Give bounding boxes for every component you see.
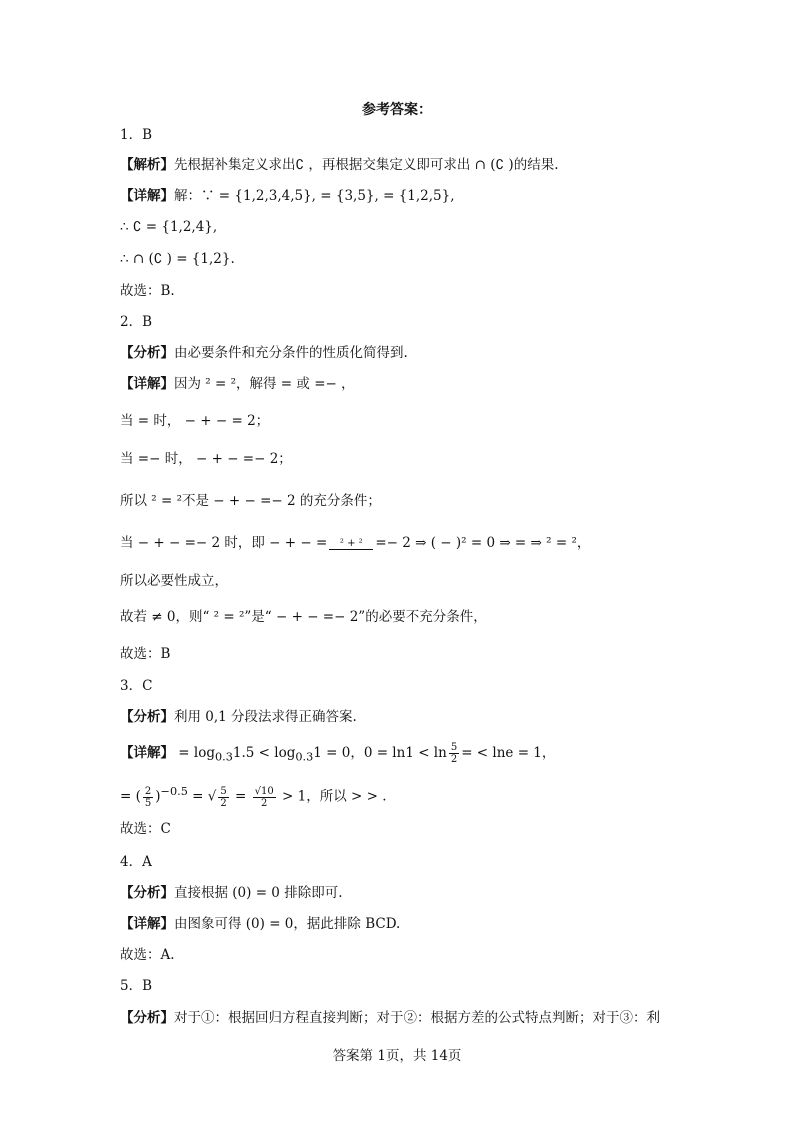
detail-tag: 【详解】 <box>120 745 174 761</box>
analysis-tag: 【解析】 <box>120 157 174 173</box>
analysis-text: 利用 0,1 分段法求得正确答案. <box>174 709 357 725</box>
q2-number: 2．B <box>120 314 153 330</box>
page-title: 参考答案： <box>362 102 432 118</box>
q2-line7: 所以必要性成立， <box>120 573 228 589</box>
q1-detail <box>120 187 455 205</box>
fraction <box>143 786 153 809</box>
detail-text: 解：∵ = {1,2,3,4,5}, = {3,5}, = {1,2,5}, <box>174 188 455 204</box>
exponent: −0.5 <box>160 785 188 798</box>
q3-detail <box>120 742 555 767</box>
fraction-numerator: √10 <box>254 785 274 797</box>
detail-text: 因为 ² = ²，解得 = 或 =− ， <box>174 376 355 392</box>
detail-tag: 【详解】 <box>120 376 174 392</box>
formula-part: = ( <box>120 788 141 805</box>
analysis-text: 对于①：根据回归方程直接判断；对于②：根据方差的公式特点判断；对于③：利 <box>174 1010 660 1026</box>
q1-number: 1．B <box>120 127 153 143</box>
formula-part: = log <box>174 745 215 761</box>
q2-choice: 故选：B <box>120 646 171 662</box>
formula-part: =− 2 ⇒ ( − )² = 0 ⇒ = ⇒ ² = ²， <box>375 535 591 551</box>
fraction-denominator: 2 <box>220 797 227 809</box>
q1-analysis <box>120 156 558 174</box>
formula-part: > 1，所以 > > . <box>277 788 387 805</box>
q2-line8: 故若 ≠ 0，则“ ² = ²”是“ − + − =− 2”的必要不充分条件， <box>120 609 487 625</box>
fraction-numerator: ² + ² <box>329 538 373 550</box>
q5-number: 5．B <box>120 978 153 994</box>
analysis-tag: 【分析】 <box>120 709 174 725</box>
formula-part: 1.5 < log <box>232 745 296 761</box>
q3-number: 3．C <box>120 678 153 694</box>
fraction-numerator: 2 <box>144 785 152 797</box>
q1-line4: ∴ ∩ (∁ ) = {1,2}. <box>120 251 235 267</box>
q3-line3 <box>120 783 387 809</box>
fraction <box>218 786 228 809</box>
q2-line4: 当 =− 时， − + − =− 2； <box>120 451 292 467</box>
analysis-tag: 【分析】 <box>120 1010 174 1026</box>
q4-choice: 故选：A. <box>120 947 175 963</box>
analysis-tag: 【分析】 <box>120 345 174 361</box>
formula-part: = <box>230 788 251 805</box>
q2-line5: 所以 ² = ²不是 − + − =− 2 的充分条件； <box>120 493 381 509</box>
detail-tag: 【详解】 <box>120 916 174 932</box>
q4-number: 4．A <box>120 854 152 870</box>
q5-analysis <box>120 1009 660 1027</box>
q2-line3: 当 = 时， − + − = 2； <box>120 413 270 429</box>
fraction <box>449 742 459 765</box>
fraction-denominator: 2 <box>450 754 458 765</box>
detail-text: 由图象可得 (0) = 0，据此排除 BCD. <box>174 916 401 932</box>
q2-detail <box>120 375 355 393</box>
page-footer: 答案第 1页，共 14页 <box>332 1048 462 1064</box>
formula-part: = √ <box>187 788 217 805</box>
q4-detail <box>120 915 400 933</box>
fraction-numerator: 5 <box>220 785 227 797</box>
fraction-denominator: 5 <box>144 797 152 809</box>
fraction <box>253 786 276 809</box>
q3-analysis <box>120 708 357 726</box>
analysis-text: 由必要条件和充分条件的性质化简得到. <box>174 345 408 361</box>
formula-part: ) <box>155 788 161 805</box>
formula-part: 1 = 0，0 = ln1 < ln <box>313 745 447 761</box>
q1-choice: 故选：B. <box>120 283 175 299</box>
formula-part: = < lne = 1， <box>461 745 556 761</box>
analysis-tag: 【分析】 <box>120 885 174 901</box>
fraction-numerator: 5 <box>450 742 458 753</box>
analysis-text: 直接根据 (0) = 0 排除即可. <box>174 885 343 901</box>
detail-tag: 【详解】 <box>120 188 174 204</box>
q2-analysis <box>120 344 408 362</box>
fraction <box>329 538 373 550</box>
q4-analysis <box>120 884 342 902</box>
analysis-text: 先根据补集定义求出∁ ，再根据交集定义即可求出 ∩ (∁ )的结果. <box>174 157 559 173</box>
fraction-denominator: 2 <box>261 797 268 809</box>
q1-line3: ∴ ∁ = {1,2,4}, <box>120 219 218 235</box>
log-base: 0.3 <box>214 750 233 764</box>
formula-part: 当 − + − =− 2 时，即 − + − = <box>120 535 328 551</box>
log-base: 0.3 <box>295 750 314 764</box>
q3-choice: 故选：C <box>120 821 171 837</box>
q2-line6 <box>120 534 590 552</box>
